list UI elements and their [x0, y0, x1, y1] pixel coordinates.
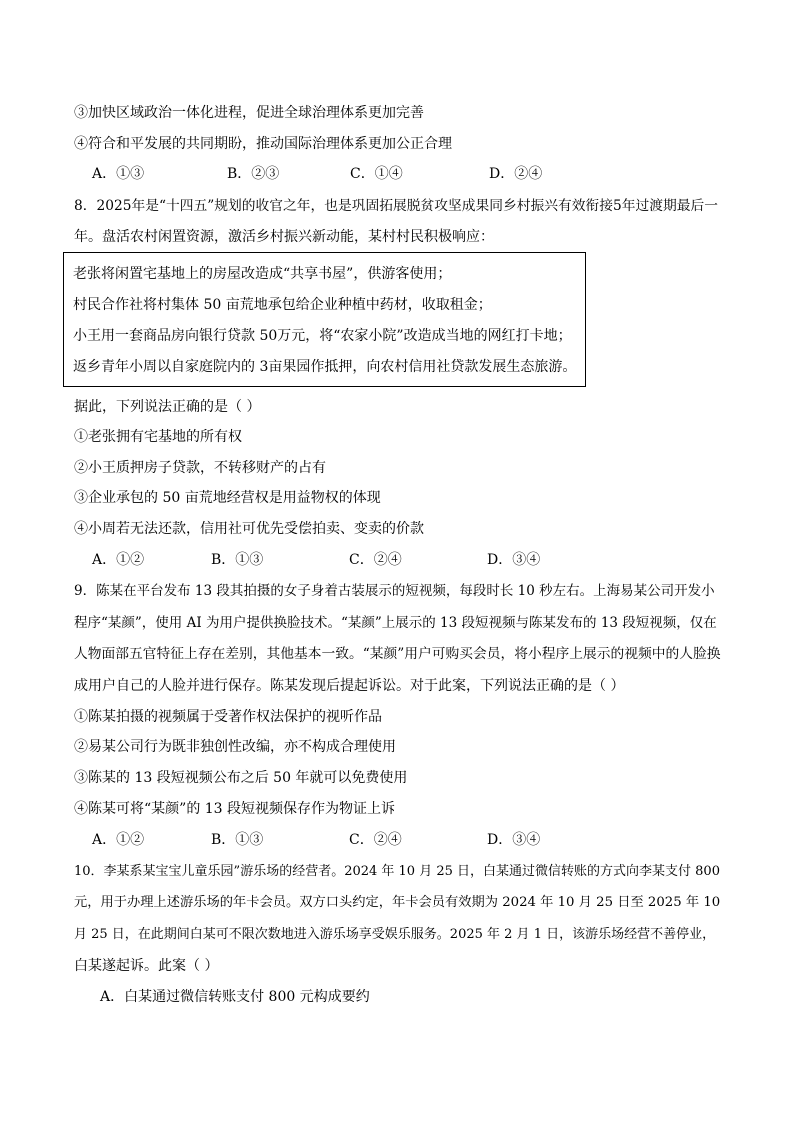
q7-item-3: ③加快区域政治一体化进程，促进全球治理体系更加完善 — [74, 105, 424, 121]
q8-material-line-1: 老张将闲置宅基地上的房屋改造成“共享书屋”，供游客使用； — [73, 266, 452, 282]
q8-material-line-3: 小王用一套商品房向银行贷款 50万元，将“农家小院”改造成当地的网红打卡地； — [73, 328, 572, 344]
q8-option-a[interactable]: A．①② — [92, 552, 145, 568]
q10-stem-line-4: 白某遂起诉。此案（ ） — [74, 958, 219, 974]
q9-stem-line-4: 成用户自己的人脸并进行保存。陈某发现后提起诉讼。对于此案，下列说法正确的是（ ） — [74, 678, 625, 694]
q8-question: 据此，下列说法正确的是（ ） — [74, 399, 261, 415]
q8-material-line-2: 村民合作社将村集体 50 亩荒地承包给企业种植中药材，收取租金； — [73, 297, 492, 313]
q9-item-1: ①陈某拍摄的视频属于受著作权法保护的视听作品 — [74, 709, 382, 725]
q8-option-c[interactable]: C．②④ — [349, 552, 402, 568]
q9-option-d[interactable]: D．③④ — [487, 832, 541, 848]
q9-item-4: ④陈某可将“某颜”的 13 段短视频保存作为物证上诉 — [74, 801, 396, 817]
q10-stem-line-2: 元，用于办理上述游乐场的年卡会员。双方口头约定，年卡会员有效期为 2024 年 10 月 25 日至 2025 年 10 — [74, 895, 721, 910]
q7-option-d[interactable]: D．②④ — [489, 166, 543, 182]
q8-option-b[interactable]: B．①③ — [211, 552, 264, 568]
q7-option-a[interactable]: A．①③ — [92, 166, 145, 182]
q8-item-2: ②小王质押房子贷款，不转移财产的占有 — [74, 460, 326, 476]
q10-stem-line-3: 月 25 日，在此期间白某可不限次数地进入游乐场享受娱乐服务。2025 年 2 月 1 日，该游乐场经营不善停业， — [74, 927, 716, 942]
q8-item-3: ③企业承包的 50 亩荒地经营权是用益物权的体现 — [74, 490, 381, 506]
q8-stem-line-2: 年。盘活农村闲置资源，激活乡村振兴新动能，某村村民积极响应： — [74, 229, 494, 245]
q7-option-b[interactable]: B．②③ — [227, 166, 280, 182]
q7-option-c[interactable]: C．①④ — [350, 166, 403, 182]
q9-stem-line-3: 人物面部五官特征上存在差别，其他基本一致。“某颜”用户可购买会员，将小程序上展示的视频中的人脸换 — [74, 646, 721, 662]
q9-option-c[interactable]: C．②④ — [349, 832, 402, 848]
q8-material-line-4: 返乡青年小周以自家庭院内的 3亩果园作抵押，向农村信用社贷款发展生态旅游。 — [73, 359, 577, 375]
q9-stem-line-1: 9．陈某在平台发布 13 段其拍摄的女子身着古装展示的短视频，每段时长 10 秒左右。上海易某公司开发小 — [74, 583, 715, 599]
q10-stem-line-1: 10．李某系某宝宝儿童乐园”游乐场的经营者。2024 年 10 月 25 日，白某通过微信转账的方式向李某支付 800 — [74, 864, 720, 879]
q8-item-4: ④小周若无法还款，信用社可优先受偿拍卖、变卖的价款 — [74, 521, 424, 537]
q9-stem-line-2: 程序“某颜”，使用 AI 为用户提供换脸技术。“某颜”上展示的 13 段短视频与陈某发布的 13 段短视频，仅在 — [74, 615, 717, 631]
q8-item-1: ①老张拥有宅基地的所有权 — [74, 429, 242, 445]
q9-item-2: ②易某公司行为既非独创性改编，亦不构成合理使用 — [74, 739, 396, 755]
q9-option-a[interactable]: A．①② — [92, 832, 145, 848]
q8-stem-line-1: 8．2025年是“十四五”规划的收官之年，也是巩固拓展脱贫攻坚成果同乡村振兴有效衔接5年过渡期最后一 — [74, 198, 719, 214]
q9-option-b[interactable]: B．①③ — [211, 832, 264, 848]
q10-option-a[interactable]: A．白某通过微信转账支付 800 元构成要约 — [100, 989, 370, 1005]
q8-material-box — [63, 252, 586, 387]
q8-option-d[interactable]: D．③④ — [487, 552, 541, 568]
q7-item-4: ④符合和平发展的共同期盼，推动国际治理体系更加公正合理 — [74, 136, 452, 152]
q9-item-3: ③陈某的 13 段短视频公布之后 50 年就可以免费使用 — [74, 770, 408, 786]
